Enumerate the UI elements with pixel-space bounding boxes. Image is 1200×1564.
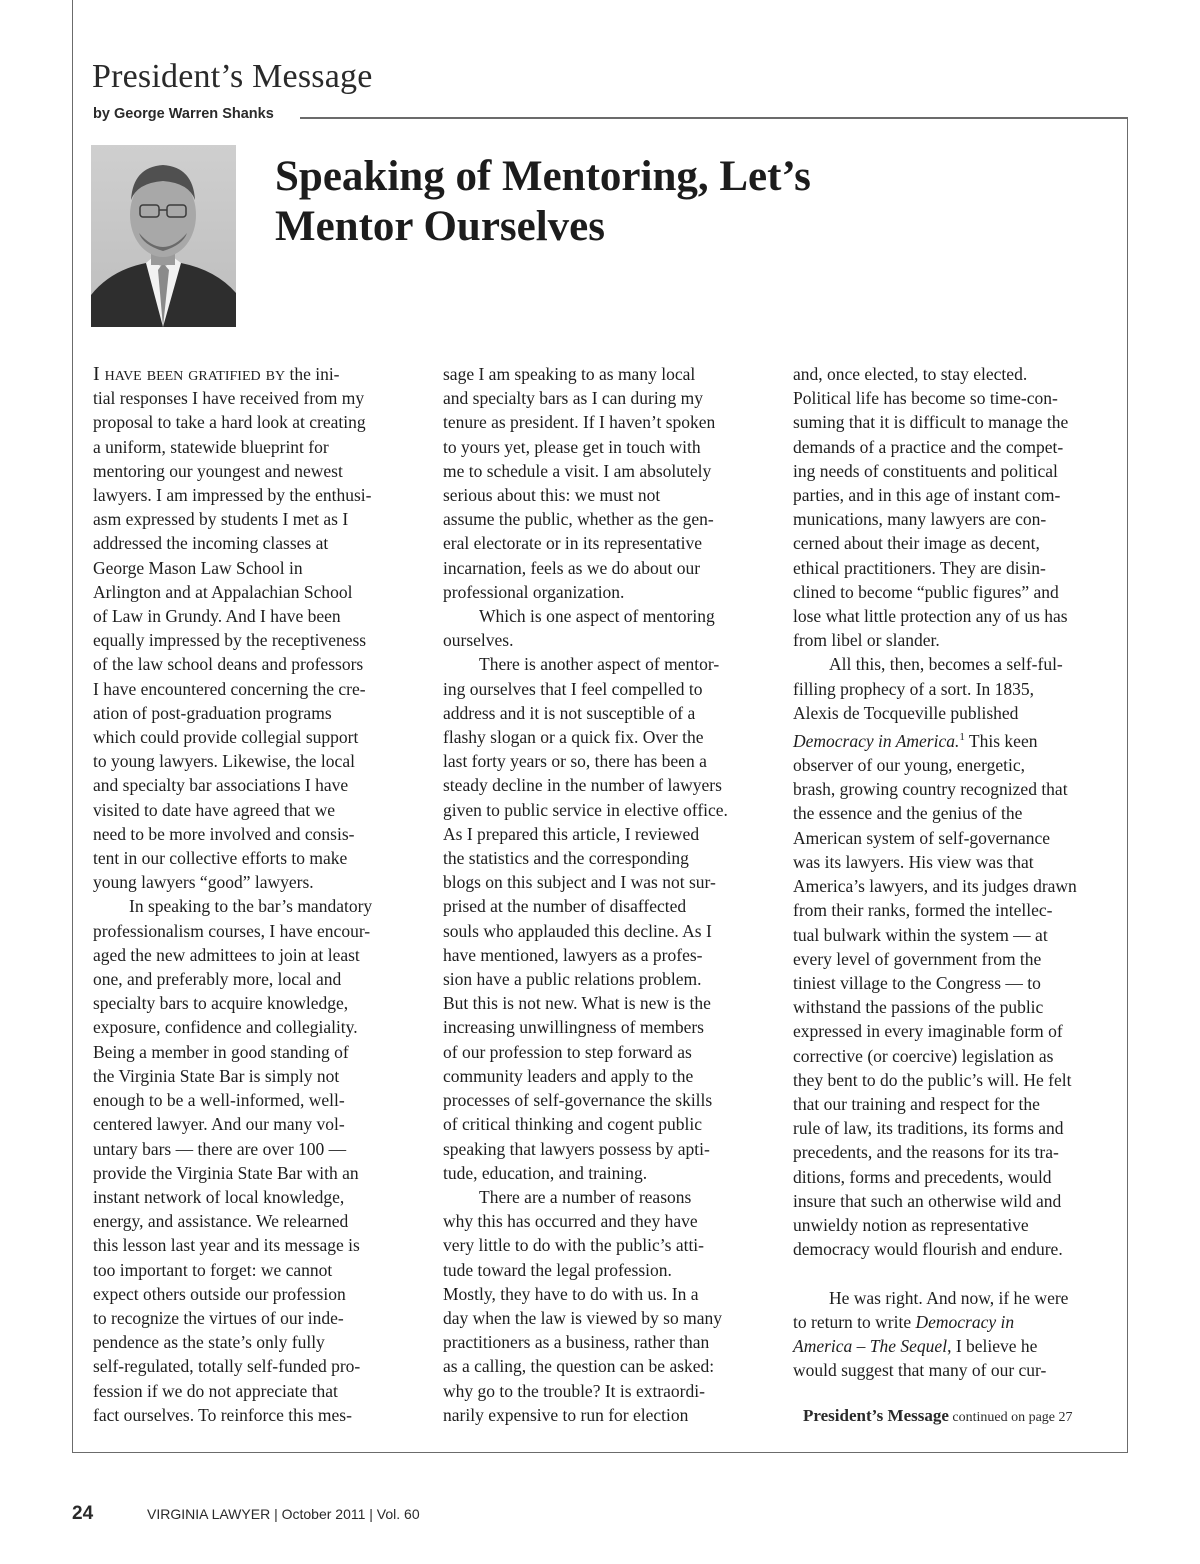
section-title: President’s Message: [92, 58, 373, 95]
continued-label: President’s Message: [803, 1406, 949, 1425]
article-column-1: [93, 362, 413, 1427]
paragraph: Which is one aspect of mentoring ourselves.: [443, 606, 715, 651]
book-title: America – The Sequel: [793, 1335, 948, 1356]
paragraph: There is another aspect of mentor- ing ourselves that I feel compelled to address and it is not susceptible of a flashy slogan or a quick fix. Over the last forty years or so, there has been a steady decline in the number of lawyers given to public service in elective office. As I prepared this article, I reviewed the statistics and the corresponding blogs on this subject and I was not sur- prised at the number of disaffected souls who applauded this decline. As I have mentioned, lawyers as a profes- sion have a public relations problem. But this is not new. What is new is the increasing unwillingness of members of our profession to step forward as community leaders and apply to the processes of self-governance the skills of critical thinking and cogent public speaking that lawyers possess by apti- tude, education, and training.: [443, 654, 728, 1183]
paragraph: and, once elected, to stay elected. Political life has become so time-con- suming that it is difficult to manage the demands of a practice and the compet- ing needs of constituents and political parties, and in this age of instant com- munications, many lawyers are con- cerned about their image as decent, ethical practitioners. They are disin- clined to become “public figures” and lose what little protection any of us has from libel or slander.: [793, 364, 1069, 651]
headline-line-1: Speaking of Mentoring, Let’s: [275, 153, 811, 200]
paragraph: I have been gratified by the ini- tial responses I have received from my proposal to take a hard look at creating a uniform, statewide blueprint for mentoring our youngest and newest lawyers. I am impressed by the enthusi- asm expressed by students I met as I addressed the incoming classes at George Mason Law School in Arlington and at Appalachian School of Law in Grundy. And I have been equally impressed by the receptiveness of the law school deans and professors I have encountered concerning the cre- ation of post-graduation programs which could provide collegial support to young lawyers. Likewise, the local and specialty bar associations I have visited to date have agreed that we need to be more involved and consis- tent in our collective efforts to make young lawyers “good” lawyers.: [93, 363, 372, 893]
publication-info: VIRGINIA LAWYER | October 2011 | Vol. 60: [147, 1506, 420, 1522]
continued-notice: [803, 1406, 1073, 1426]
headline-line-2: Mentor Ourselves: [275, 203, 605, 250]
lead-in: I have been gratified by: [93, 363, 286, 385]
paragraph: All this, then, becomes a self-ful- filling prophecy of a sort. In 1835, Alexis de Tocqueville published Democracy in America.$^1$ This keen observer of our young, energetic, brash, growing country recognized that the essence and the genius of the American system of self-governance was its lawyers. His view was that America’s lawyers, and its judges drawn from their ranks, formed the intellec- tual bulwark within the system — at every level of government from the tiniest village to the Congress — to withstand the passions of the public expressed in every imaginable form of corrective (or coercive) legislation as they bent to do the public’s will. He felt that our training and respect for the rule of law, its traditions, its forms and precedents, and the reasons for its tra- ditions, forms and precedents, would insure that such an otherwise wild and unwieldy notion as representative democracy would flourish and endure.: [793, 654, 1077, 1260]
article-headline: [275, 152, 975, 252]
author-photo: [91, 145, 236, 327]
book-title: Democracy in: [915, 1311, 1015, 1332]
continued-text: continued on page 27: [948, 1410, 1073, 1425]
paragraph: There are a number of reasons why this has occurred and they have very little to do with the public’s atti- tude toward the legal profession. Mostly, they have to do with us. In a day when the law is viewed by so many practitioners as a business, rather than as a calling, the question can be asked: why go to the trouble? It is extraordi- narily expensive to run for election: [443, 1186, 722, 1425]
book-title: Democracy in America.: [793, 730, 960, 751]
article-column-2: [443, 362, 765, 1427]
paragraph: sage I am speaking to as many local and specialty bars as I can during my tenure as president. If I haven’t spoken to yours yet, please get in touch with me to schedule a visit. I am absolutely serious about this: we must not assume the public, whether as the gen- eral electorate or in its representative incarnation, feels as we do about our professional organization.: [443, 364, 716, 602]
paragraph: In speaking to the bar’s mandatory professionalism courses, I have encour- aged the new admittees to join at least one, and preferably more, local and specialty bars to acquire knowledge, exposure, confidence and collegiality. Being a member in good standing of the Virginia State Bar is simply not enough to be a well-informed, well- centered lawyer. And our many vol- untary bars — there are over 100 — provide the Virginia State Bar with an instant network of local knowledge, energy, and assistance. We relearned this lesson last year and its message is too important to forget: we cannot expect others outside our profession to recognize the virtues of our inde- pendence as the state’s only fully self-regulated, totally self-funded pro- fession if we do not appreciate that fact ourselves. To reinforce this mes-: [93, 896, 373, 1425]
article-column-3: [793, 362, 1111, 1382]
byline: by George Warren Shanks: [93, 106, 282, 122]
byline-rule: [300, 117, 1128, 119]
page-number: 24: [72, 1503, 94, 1524]
paragraph: He was right. And now, if he were to return to write Democracy in America – The Sequel, I believe he would suggest that many of our cur-: [793, 1287, 1069, 1381]
footnote-ref: 1: [959, 731, 965, 744]
